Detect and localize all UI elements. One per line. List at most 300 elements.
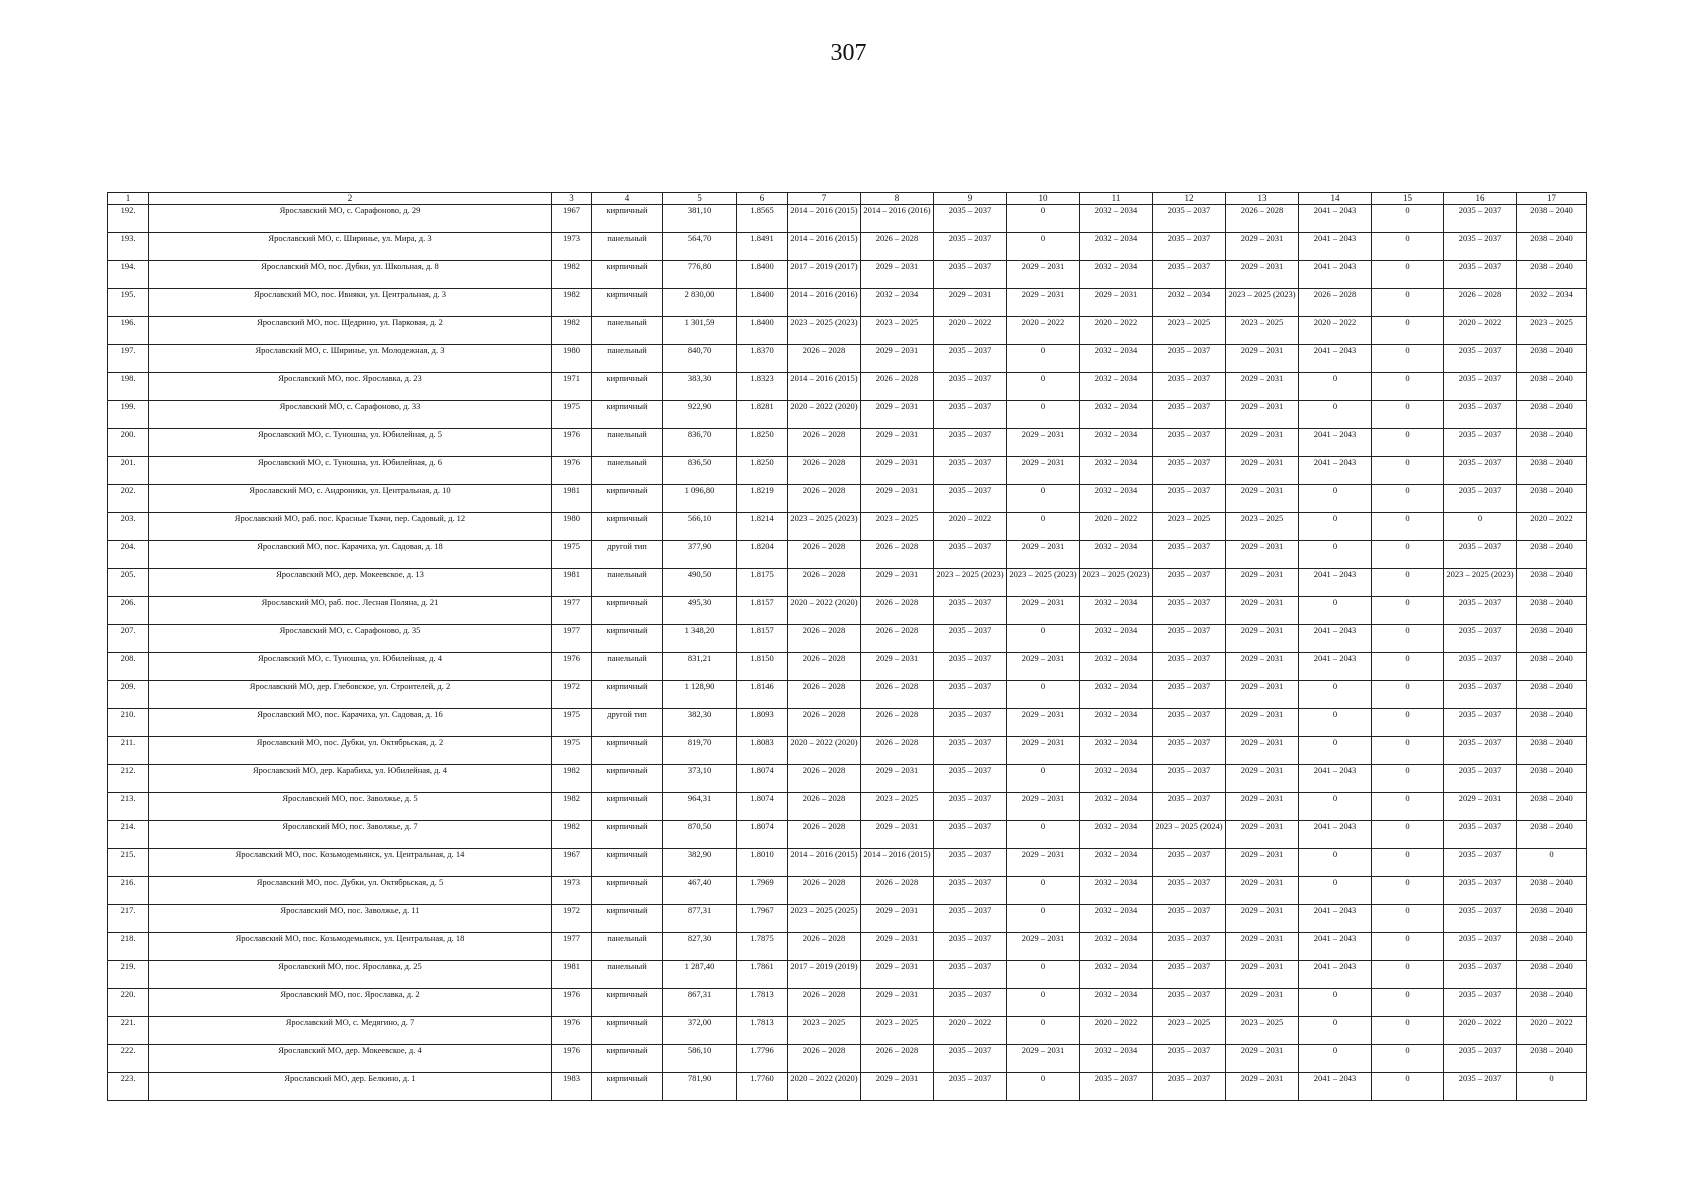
data-cell: 2020 – 2022 <box>1444 317 1517 345</box>
row-number-cell: 213. <box>108 793 149 821</box>
data-cell: 0 <box>1372 345 1444 373</box>
table-row <box>108 821 1587 849</box>
data-cell: 2026 – 2028 <box>788 569 861 597</box>
data-cell: 2035 – 2037 <box>934 1073 1007 1101</box>
data-cell: 2035 – 2037 <box>934 233 1007 261</box>
data-cell: 2026 – 2028 <box>788 345 861 373</box>
data-cell: 2014 – 2016 (2016) <box>788 289 861 317</box>
address-cell: Ярославский МО, пос. Щедрино, ул. Парковая, д. 2 <box>149 317 552 345</box>
data-cell: 1.8219 <box>737 485 788 513</box>
data-cell: 0 <box>1007 345 1080 373</box>
data-cell: 2038 – 2040 <box>1517 345 1587 373</box>
data-cell: 2029 – 2031 <box>1226 737 1299 765</box>
data-cell: 2035 – 2037 <box>1153 233 1226 261</box>
table-row <box>108 261 1587 289</box>
data-cell: 1981 <box>552 485 592 513</box>
table-body <box>108 205 1587 1101</box>
data-cell: 2023 – 2025 (2023) <box>1007 569 1080 597</box>
data-cell: 2029 – 2031 <box>861 261 934 289</box>
row-number-cell: 198. <box>108 373 149 401</box>
data-cell: 836,50 <box>663 457 737 485</box>
address-cell: Ярославский МО, с. Туношна, ул. Юбилейная, д. 5 <box>149 429 552 457</box>
table-row <box>108 457 1587 485</box>
data-cell: 0 <box>1299 401 1372 429</box>
row-number-cell: 209. <box>108 681 149 709</box>
data-cell: 2038 – 2040 <box>1517 961 1587 989</box>
address-cell: Ярославский МО, с. Ширинье, ул. Мира, д. 3 <box>149 233 552 261</box>
data-cell: 2035 – 2037 <box>1444 1045 1517 1073</box>
data-cell: 2026 – 2028 <box>1299 289 1372 317</box>
data-cell: другой тип <box>592 709 663 737</box>
data-cell: 2029 – 2031 <box>1007 457 1080 485</box>
data-cell: 2014 – 2016 (2015) <box>788 205 861 233</box>
data-cell: 2029 – 2031 <box>1226 485 1299 513</box>
row-number-cell: 219. <box>108 961 149 989</box>
data-cell: панельный <box>592 429 663 457</box>
data-cell: 2020 – 2022 <box>1080 513 1153 541</box>
data-cell: 2026 – 2028 <box>788 429 861 457</box>
data-cell: 0 <box>1007 765 1080 793</box>
table-row <box>108 709 1587 737</box>
data-cell: 2035 – 2037 <box>1153 485 1226 513</box>
data-cell: 2023 – 2025 <box>861 793 934 821</box>
data-cell: 2023 – 2025 <box>1153 513 1226 541</box>
data-cell: панельный <box>592 233 663 261</box>
data-cell: 2035 – 2037 <box>934 933 1007 961</box>
data-cell: 2023 – 2025 <box>788 1017 861 1045</box>
table-row <box>108 1073 1587 1101</box>
data-cell: 2026 – 2028 <box>788 877 861 905</box>
data-cell: 2035 – 2037 <box>1153 1045 1226 1073</box>
data-cell: 1973 <box>552 877 592 905</box>
data-cell: 2041 – 2043 <box>1299 233 1372 261</box>
address-cell: Ярославский МО, пос. Козьмодемьянск, ул. Центральная, д. 14 <box>149 849 552 877</box>
data-cell: 2029 – 2031 <box>1007 653 1080 681</box>
data-cell: 1.7969 <box>737 877 788 905</box>
data-cell: 2041 – 2043 <box>1299 569 1372 597</box>
data-cell: 2035 – 2037 <box>1153 597 1226 625</box>
table-row <box>108 569 1587 597</box>
data-cell: 2035 – 2037 <box>1153 401 1226 429</box>
data-cell: 1.8250 <box>737 429 788 457</box>
address-cell: Ярославский МО, с. Туношна, ул. Юбилейная, д. 4 <box>149 653 552 681</box>
data-cell: 2035 – 2037 <box>934 765 1007 793</box>
data-cell: 2029 – 2031 <box>1226 681 1299 709</box>
data-cell: 2026 – 2028 <box>861 709 934 737</box>
data-cell: 2035 – 2037 <box>1153 989 1226 1017</box>
data-cell: 2035 – 2037 <box>1153 709 1226 737</box>
data-cell: кирпичный <box>592 877 663 905</box>
data-cell: 0 <box>1299 1045 1372 1073</box>
data-cell: 2026 – 2028 <box>1226 205 1299 233</box>
data-cell: 2029 – 2031 <box>1007 737 1080 765</box>
data-cell: 1.7760 <box>737 1073 788 1101</box>
data-cell: 0 <box>1299 737 1372 765</box>
data-cell: 2035 – 2037 <box>934 989 1007 1017</box>
data-cell: 1.8204 <box>737 541 788 569</box>
data-cell: 2026 – 2028 <box>788 457 861 485</box>
address-cell: Ярославский МО, пос. Заволжье, д. 11 <box>149 905 552 933</box>
data-cell: 2041 – 2043 <box>1299 1073 1372 1101</box>
data-cell: 2035 – 2037 <box>1444 429 1517 457</box>
data-cell: 2023 – 2025 (2023) <box>788 317 861 345</box>
data-cell: 2035 – 2037 <box>1153 261 1226 289</box>
data-cell: 2032 – 2034 <box>1080 737 1153 765</box>
data-cell: 0 <box>1007 233 1080 261</box>
row-number-cell: 192. <box>108 205 149 233</box>
data-cell: 1.7967 <box>737 905 788 933</box>
address-cell: Ярославский МО, пос. Заволжье, д. 7 <box>149 821 552 849</box>
data-cell: 1.8281 <box>737 401 788 429</box>
data-cell: 2029 – 2031 <box>1007 261 1080 289</box>
data-cell: 2020 – 2022 <box>1444 1017 1517 1045</box>
data-cell: 2029 – 2031 <box>1226 625 1299 653</box>
data-cell: 2035 – 2037 <box>1444 261 1517 289</box>
data-cell: 1980 <box>552 345 592 373</box>
data-cell: 2020 – 2022 <box>1080 317 1153 345</box>
column-header: 12 <box>1153 193 1226 205</box>
table-row <box>108 485 1587 513</box>
column-header: 14 <box>1299 193 1372 205</box>
data-cell: 0 <box>1517 1073 1587 1101</box>
data-cell: 0 <box>1372 681 1444 709</box>
table-row <box>108 765 1587 793</box>
data-cell: 1967 <box>552 205 592 233</box>
data-cell: 1982 <box>552 317 592 345</box>
table-row <box>108 793 1587 821</box>
data-cell: 2035 – 2037 <box>1444 709 1517 737</box>
data-cell: 2026 – 2028 <box>788 989 861 1017</box>
row-number-cell: 221. <box>108 1017 149 1045</box>
data-cell: 2026 – 2028 <box>788 541 861 569</box>
data-cell: кирпичный <box>592 905 663 933</box>
data-cell: 2029 – 2031 <box>1226 989 1299 1017</box>
data-cell: 2035 – 2037 <box>934 429 1007 457</box>
data-cell: 2035 – 2037 <box>1153 1073 1226 1101</box>
data-cell: 2035 – 2037 <box>934 1045 1007 1073</box>
data-cell: 1976 <box>552 989 592 1017</box>
row-number-cell: 208. <box>108 653 149 681</box>
data-cell: 0 <box>1372 877 1444 905</box>
data-cell: 1 128,90 <box>663 681 737 709</box>
data-cell: 2032 – 2034 <box>1080 373 1153 401</box>
data-cell: 0 <box>1007 625 1080 653</box>
data-cell: 2023 – 2025 <box>861 513 934 541</box>
data-cell: 0 <box>1299 1017 1372 1045</box>
data-cell: 0 <box>1007 1017 1080 1045</box>
data-cell: 2026 – 2028 <box>788 765 861 793</box>
data-cell: 2020 – 2022 <box>1299 317 1372 345</box>
column-header: 6 <box>737 193 788 205</box>
data-cell: 2035 – 2037 <box>1444 821 1517 849</box>
data-cell: 2026 – 2028 <box>861 625 934 653</box>
address-cell: Ярославский МО, с. Ширинье, ул. Молодежная, д. 3 <box>149 345 552 373</box>
column-header: 13 <box>1226 193 1299 205</box>
data-cell: 1.8491 <box>737 233 788 261</box>
data-cell: 2035 – 2037 <box>1153 849 1226 877</box>
data-cell: 2023 – 2025 <box>861 317 934 345</box>
data-cell: кирпичный <box>592 597 663 625</box>
data-cell: 373,10 <box>663 765 737 793</box>
data-cell: 1.8323 <box>737 373 788 401</box>
data-cell: 867,31 <box>663 989 737 1017</box>
address-cell: Ярославский МО, пос. Заволжье, д. 5 <box>149 793 552 821</box>
data-cell: 0 <box>1299 681 1372 709</box>
data-cell: 490,50 <box>663 569 737 597</box>
data-cell: 0 <box>1372 765 1444 793</box>
row-number-cell: 205. <box>108 569 149 597</box>
data-cell: 2026 – 2028 <box>788 821 861 849</box>
row-number-cell: 197. <box>108 345 149 373</box>
row-number-cell: 201. <box>108 457 149 485</box>
data-cell: 2041 – 2043 <box>1299 653 1372 681</box>
data-cell: 0 <box>1007 373 1080 401</box>
data-cell: 2035 – 2037 <box>1444 1073 1517 1101</box>
data-cell: 2035 – 2037 <box>1444 765 1517 793</box>
data-cell: 0 <box>1299 877 1372 905</box>
data-cell: 2038 – 2040 <box>1517 457 1587 485</box>
data-cell: 2032 – 2034 <box>1080 961 1153 989</box>
data-cell: 1 301,59 <box>663 317 737 345</box>
data-cell: 2029 – 2031 <box>861 457 934 485</box>
row-number-cell: 212. <box>108 765 149 793</box>
data-cell: 2029 – 2031 <box>1226 373 1299 401</box>
data-cell: 2023 – 2025 (2023) <box>1444 569 1517 597</box>
table-row <box>108 205 1587 233</box>
data-cell: 1976 <box>552 429 592 457</box>
data-cell: 2035 – 2037 <box>1153 681 1226 709</box>
address-cell: Ярославский МО, дер. Карабиха, ул. Юбилейная, д. 4 <box>149 765 552 793</box>
data-cell: 2029 – 2031 <box>1226 821 1299 849</box>
table-row <box>108 233 1587 261</box>
data-cell: 1 096,80 <box>663 485 737 513</box>
data-cell: 2038 – 2040 <box>1517 429 1587 457</box>
data-cell: 2014 – 2016 (2015) <box>788 849 861 877</box>
data-cell: 2023 – 2025 <box>1226 1017 1299 1045</box>
data-cell: 2026 – 2028 <box>788 681 861 709</box>
address-cell: Ярославский МО, пос. Ярославка, д. 25 <box>149 961 552 989</box>
table-row <box>108 429 1587 457</box>
data-cell: 2029 – 2031 <box>1007 429 1080 457</box>
data-cell: 1.8400 <box>737 261 788 289</box>
column-header: 8 <box>861 193 934 205</box>
data-cell: 0 <box>1372 989 1444 1017</box>
row-number-cell: 214. <box>108 821 149 849</box>
data-cell: 2038 – 2040 <box>1517 681 1587 709</box>
data-cell: 831,21 <box>663 653 737 681</box>
data-cell: 0 <box>1372 961 1444 989</box>
data-cell: 2032 – 2034 <box>1080 793 1153 821</box>
data-cell: 827,30 <box>663 933 737 961</box>
data-cell: 2035 – 2037 <box>1444 401 1517 429</box>
housing-register-table <box>107 192 1587 1101</box>
table-row <box>108 849 1587 877</box>
data-cell: 1976 <box>552 653 592 681</box>
data-cell: 2029 – 2031 <box>861 401 934 429</box>
data-cell: 0 <box>1372 793 1444 821</box>
data-cell: 2014 – 2016 (2015) <box>788 373 861 401</box>
table-row <box>108 737 1587 765</box>
data-cell: 2035 – 2037 <box>1444 345 1517 373</box>
table-row <box>108 401 1587 429</box>
data-cell: 2026 – 2028 <box>861 681 934 709</box>
table-row <box>108 513 1587 541</box>
row-number-cell: 220. <box>108 989 149 1017</box>
table-row <box>108 989 1587 1017</box>
data-cell: 1976 <box>552 457 592 485</box>
data-cell: 2032 – 2034 <box>1080 401 1153 429</box>
data-cell: 2026 – 2028 <box>788 709 861 737</box>
data-cell: 2026 – 2028 <box>861 597 934 625</box>
data-cell: 2020 – 2022 <box>1517 513 1587 541</box>
data-cell: кирпичный <box>592 821 663 849</box>
data-cell: 776,80 <box>663 261 737 289</box>
data-cell: 2029 – 2031 <box>1226 429 1299 457</box>
data-cell: 1972 <box>552 681 592 709</box>
data-cell: 2020 – 2022 <box>934 317 1007 345</box>
data-cell: 2014 – 2016 (2015) <box>861 849 934 877</box>
data-cell: 922,90 <box>663 401 737 429</box>
data-cell: 2035 – 2037 <box>934 793 1007 821</box>
data-cell: 2035 – 2037 <box>934 877 1007 905</box>
data-cell: кирпичный <box>592 737 663 765</box>
data-cell: 2023 – 2025 (2025) <box>788 905 861 933</box>
data-cell: 586,10 <box>663 1045 737 1073</box>
data-cell: 0 <box>1372 569 1444 597</box>
address-cell: Ярославский МО, дер. Белкино, д. 1 <box>149 1073 552 1101</box>
data-cell: 0 <box>1372 541 1444 569</box>
data-cell: 2041 – 2043 <box>1299 457 1372 485</box>
data-cell: 2038 – 2040 <box>1517 401 1587 429</box>
data-cell: 877,31 <box>663 905 737 933</box>
data-cell: 2029 – 2031 <box>861 821 934 849</box>
data-cell: 0 <box>1372 513 1444 541</box>
data-cell: 0 <box>1372 205 1444 233</box>
data-cell: 1977 <box>552 597 592 625</box>
data-cell: 2020 – 2022 <box>934 1017 1007 1045</box>
data-cell: 2029 – 2031 <box>1007 933 1080 961</box>
data-cell: 2026 – 2028 <box>861 877 934 905</box>
data-cell: 2035 – 2037 <box>934 457 1007 485</box>
data-cell: 2029 – 2031 <box>861 933 934 961</box>
data-cell: 2020 – 2022 (2020) <box>788 597 861 625</box>
data-cell: 2035 – 2037 <box>1153 905 1226 933</box>
data-cell: кирпичный <box>592 1073 663 1101</box>
address-cell: Ярославский МО, раб. пос. Красные Ткачи, пер. Садовый, д. 12 <box>149 513 552 541</box>
data-cell: 0 <box>1372 401 1444 429</box>
data-cell: 964,31 <box>663 793 737 821</box>
table-row <box>108 961 1587 989</box>
data-cell: 2026 – 2028 <box>1444 289 1517 317</box>
data-cell: 2035 – 2037 <box>1444 597 1517 625</box>
data-cell: 0 <box>1372 457 1444 485</box>
data-cell: 2032 – 2034 <box>1080 765 1153 793</box>
data-cell: 2035 – 2037 <box>1444 653 1517 681</box>
data-cell: 2041 – 2043 <box>1299 933 1372 961</box>
data-cell: 1.8010 <box>737 849 788 877</box>
data-cell: кирпичный <box>592 513 663 541</box>
data-cell: 2032 – 2034 <box>1080 709 1153 737</box>
data-cell: 1976 <box>552 1045 592 1073</box>
column-header: 4 <box>592 193 663 205</box>
table-row <box>108 877 1587 905</box>
data-cell: 1982 <box>552 821 592 849</box>
data-cell: 2035 – 2037 <box>1444 905 1517 933</box>
data-cell: панельный <box>592 933 663 961</box>
data-cell: 2029 – 2031 <box>1007 793 1080 821</box>
row-number-cell: 206. <box>108 597 149 625</box>
data-cell: 0 <box>1372 849 1444 877</box>
data-cell: 2035 – 2037 <box>1153 429 1226 457</box>
data-cell: 2032 – 2034 <box>1080 681 1153 709</box>
data-cell: 2029 – 2031 <box>934 289 1007 317</box>
data-cell: 2041 – 2043 <box>1299 905 1372 933</box>
data-cell: 0 <box>1372 429 1444 457</box>
data-cell: 2035 – 2037 <box>934 905 1007 933</box>
data-cell: 2029 – 2031 <box>861 345 934 373</box>
data-cell: 0 <box>1372 905 1444 933</box>
data-cell: 2029 – 2031 <box>1007 289 1080 317</box>
data-cell: 2023 – 2025 (2023) <box>1080 569 1153 597</box>
data-cell: 2017 – 2019 (2017) <box>788 261 861 289</box>
column-header: 1 <box>108 193 149 205</box>
address-cell: Ярославский МО, с. Туношна, ул. Юбилейная, д. 6 <box>149 457 552 485</box>
data-cell: панельный <box>592 317 663 345</box>
data-cell: 566,10 <box>663 513 737 541</box>
data-cell: 2029 – 2031 <box>861 485 934 513</box>
data-cell: 1.8157 <box>737 597 788 625</box>
table-header-row <box>108 193 1587 205</box>
data-cell: панельный <box>592 653 663 681</box>
data-cell: 2035 – 2037 <box>934 961 1007 989</box>
data-cell: кирпичный <box>592 261 663 289</box>
row-number-cell: 210. <box>108 709 149 737</box>
data-cell: 383,30 <box>663 373 737 401</box>
address-cell: Ярославский МО, пос. Дубки, ул. Школьная, д. 8 <box>149 261 552 289</box>
data-cell: 2035 – 2037 <box>1444 373 1517 401</box>
data-cell: 2029 – 2031 <box>1226 401 1299 429</box>
data-cell: 2041 – 2043 <box>1299 625 1372 653</box>
data-cell: 2035 – 2037 <box>934 485 1007 513</box>
data-cell: 0 <box>1007 401 1080 429</box>
data-cell: 2020 – 2022 (2020) <box>788 401 861 429</box>
data-cell: 2041 – 2043 <box>1299 345 1372 373</box>
data-cell: 2023 – 2025 <box>1153 317 1226 345</box>
data-cell: 2035 – 2037 <box>934 821 1007 849</box>
data-cell: 1975 <box>552 709 592 737</box>
data-cell: 2023 – 2025 (2023) <box>934 569 1007 597</box>
data-cell: 2029 – 2031 <box>1226 457 1299 485</box>
address-cell: Ярославский МО, пос. Ярославка, д. 2 <box>149 989 552 1017</box>
data-cell: 1977 <box>552 933 592 961</box>
data-cell: 1.8400 <box>737 317 788 345</box>
data-cell: кирпичный <box>592 1017 663 1045</box>
data-cell: 1980 <box>552 513 592 541</box>
data-cell: 2014 – 2016 (2016) <box>861 205 934 233</box>
data-cell: 0 <box>1372 1017 1444 1045</box>
data-cell: кирпичный <box>592 989 663 1017</box>
data-cell: 2029 – 2031 <box>1226 905 1299 933</box>
data-cell: 0 <box>1372 1045 1444 1073</box>
data-cell: 1.7861 <box>737 961 788 989</box>
data-cell: 2020 – 2022 <box>934 513 1007 541</box>
data-cell: 2032 – 2034 <box>861 289 934 317</box>
data-cell: 2038 – 2040 <box>1517 709 1587 737</box>
data-cell: 2035 – 2037 <box>1153 877 1226 905</box>
data-cell: 2029 – 2031 <box>861 1073 934 1101</box>
data-cell: кирпичный <box>592 205 663 233</box>
data-cell: 2032 – 2034 <box>1080 933 1153 961</box>
